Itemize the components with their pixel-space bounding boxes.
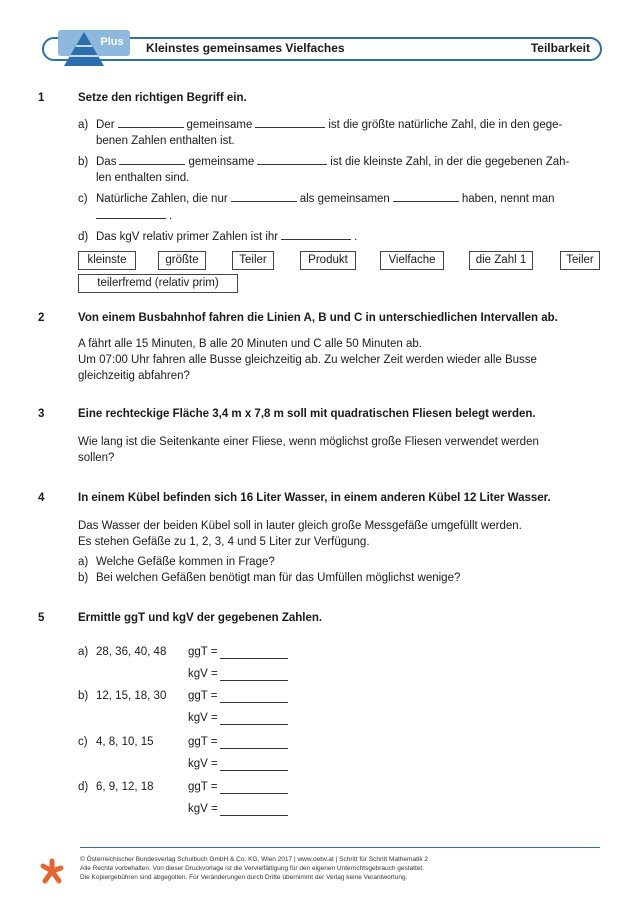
task-3-number: 3 (38, 408, 45, 420)
task-2-title: Von einem Busbahnhof fahren die Linien A, B und C in unterschiedlichen Intervallen ab. (78, 312, 558, 324)
blank-field[interactable] (281, 228, 351, 240)
word-card[interactable]: teilerfremd (relativ prim) (78, 274, 238, 293)
footer-copyright: © Österreichischer Bundesverlag Schulbuch GmbH & Co. KG, Wien 2017 | www.oebv.at | Schritt für Schritt Mathematik 2 Alle Rechte vorbehalten. Von dieser Druckvorlage ist die Vervielfältigung für den eigenen Unterrichtsgebrauch gestattet. Die Kopiergebühren sind abgegolten. Für Veränderungen durch Dritte übernimmt der Verlag keine Verantwortung. (80, 856, 428, 881)
task-4-title: In einem Kübel befinden sich 16 Liter Wasser, in einem anderen Kübel 12 Liter Wasser. (78, 492, 551, 504)
ggt-answer-line[interactable] (220, 702, 288, 703)
kgv-label: kgV = (188, 712, 218, 724)
word-card[interactable]: Produkt (300, 251, 356, 270)
task-5-numbers: 4, 8, 10, 15 (96, 736, 154, 748)
ggt-label: ggT = (188, 781, 218, 793)
word-card[interactable]: Teiler (232, 251, 274, 270)
task-4b: b) Bei welchen Gefäßen benötigt man für das Umfüllen möglichst wenige? (78, 572, 461, 584)
task-1c-line2: . (96, 207, 172, 225)
ggt-answer-line[interactable] (220, 793, 288, 794)
task-1b-line2: len enthalten sind. (96, 172, 190, 184)
kgv-label: kgV = (188, 803, 218, 815)
word-card[interactable]: kleinste (78, 251, 136, 270)
task-1c: c) Natürliche Zahlen, die nur als gemeinsamen haben, nennt man (78, 190, 598, 208)
page-topic: Teilbarkeit (530, 41, 590, 55)
word-card[interactable]: die Zahl 1 (469, 251, 533, 270)
kgv-answer-line[interactable] (220, 724, 288, 725)
kgv-answer-line[interactable] (220, 815, 288, 816)
task-4a: a) Welche Gefäße kommen in Frage? (78, 556, 275, 568)
page-title: Kleinstes gemeinsames Vielfaches (146, 41, 345, 55)
task-5-item-label: d) (78, 781, 89, 793)
blank-field[interactable] (118, 116, 184, 128)
ggt-answer-line[interactable] (220, 658, 288, 659)
ggt-label: ggT = (188, 646, 218, 658)
task-5-numbers: 6, 9, 12, 18 (96, 781, 154, 793)
task-5-number: 5 (38, 612, 45, 624)
kgv-answer-line[interactable] (220, 770, 288, 771)
kgv-label: kgV = (188, 758, 218, 770)
blank-field[interactable] (119, 153, 185, 165)
task-4-text-line: Es stehen Gefäße zu 1, 2, 3, 4 und 5 Liter zur Verfügung. (78, 536, 370, 548)
task-3-text-line: sollen? (78, 452, 115, 464)
blank-field[interactable] (231, 190, 297, 202)
task-5-numbers: 28, 36, 40, 48 (96, 646, 167, 658)
task-1a-line2: benen Zahlen enthalten ist. (96, 135, 235, 147)
word-card[interactable]: Vielfache (380, 251, 444, 270)
task-5-title: Ermittle ggT und kgV der gegebenen Zahlen. (78, 612, 323, 624)
task-1-title: Setze den richtigen Begriff ein. (78, 92, 247, 104)
blank-field[interactable] (393, 190, 459, 202)
task-3-title: Eine rechteckige Fläche 3,4 m x 7,8 m soll mit quadratischen Fliesen belegt werden. (78, 408, 536, 420)
task-5-item-label: b) (78, 690, 89, 702)
footer-divider (80, 847, 600, 848)
task-4-text-line: Das Wasser der beiden Kübel soll in lauter gleich große Messgefäße umgefüllt werden. (78, 520, 522, 532)
task-2-number: 2 (38, 312, 45, 324)
task-4-number: 4 (38, 492, 45, 504)
task-5-item-label: c) (78, 736, 88, 748)
word-card[interactable]: größte (158, 251, 206, 270)
task-3-text-line: Wie lang ist die Seitenkante einer Fliese, wenn möglichst große Fliesen verwendet werden (78, 436, 539, 448)
task-1d: d) Das kgV relativ primer Zahlen ist ihr . (78, 228, 598, 246)
word-card[interactable]: Teiler (560, 251, 600, 270)
kgv-label: kgV = (188, 668, 218, 680)
blank-field[interactable] (257, 153, 327, 165)
task-5-numbers: 12, 15, 18, 30 (96, 690, 167, 702)
task-2-text-line: A fährt alle 15 Minuten, B alle 20 Minuten und C alle 50 Minuten ab. (78, 338, 422, 350)
logo-text: Plus (100, 36, 124, 48)
publisher-star-icon (40, 858, 64, 884)
task-1a: a) Der gemeinsame ist die größte natürliche Zahl, die in den gege- (78, 116, 598, 134)
blank-field[interactable] (255, 116, 325, 128)
blank-field[interactable] (96, 207, 166, 219)
task-2-text-line: Um 07:00 Uhr fahren alle Busse gleichzeitig ab. Zu welcher Zeit werden wieder alle Busse (78, 354, 537, 366)
task-1-number: 1 (38, 92, 45, 104)
ggt-answer-line[interactable] (220, 748, 288, 749)
ggt-label: ggT = (188, 690, 218, 702)
task-1b: b) Das gemeinsame ist die kleinste Zahl, in der die gegebenen Zah- (78, 153, 598, 171)
task-2-text-line: gleichzeitig abfahren? (78, 370, 190, 382)
ggt-label: ggT = (188, 736, 218, 748)
task-5-item-label: a) (78, 646, 89, 658)
plus-logo-icon (58, 30, 130, 68)
kgv-answer-line[interactable] (220, 680, 288, 681)
